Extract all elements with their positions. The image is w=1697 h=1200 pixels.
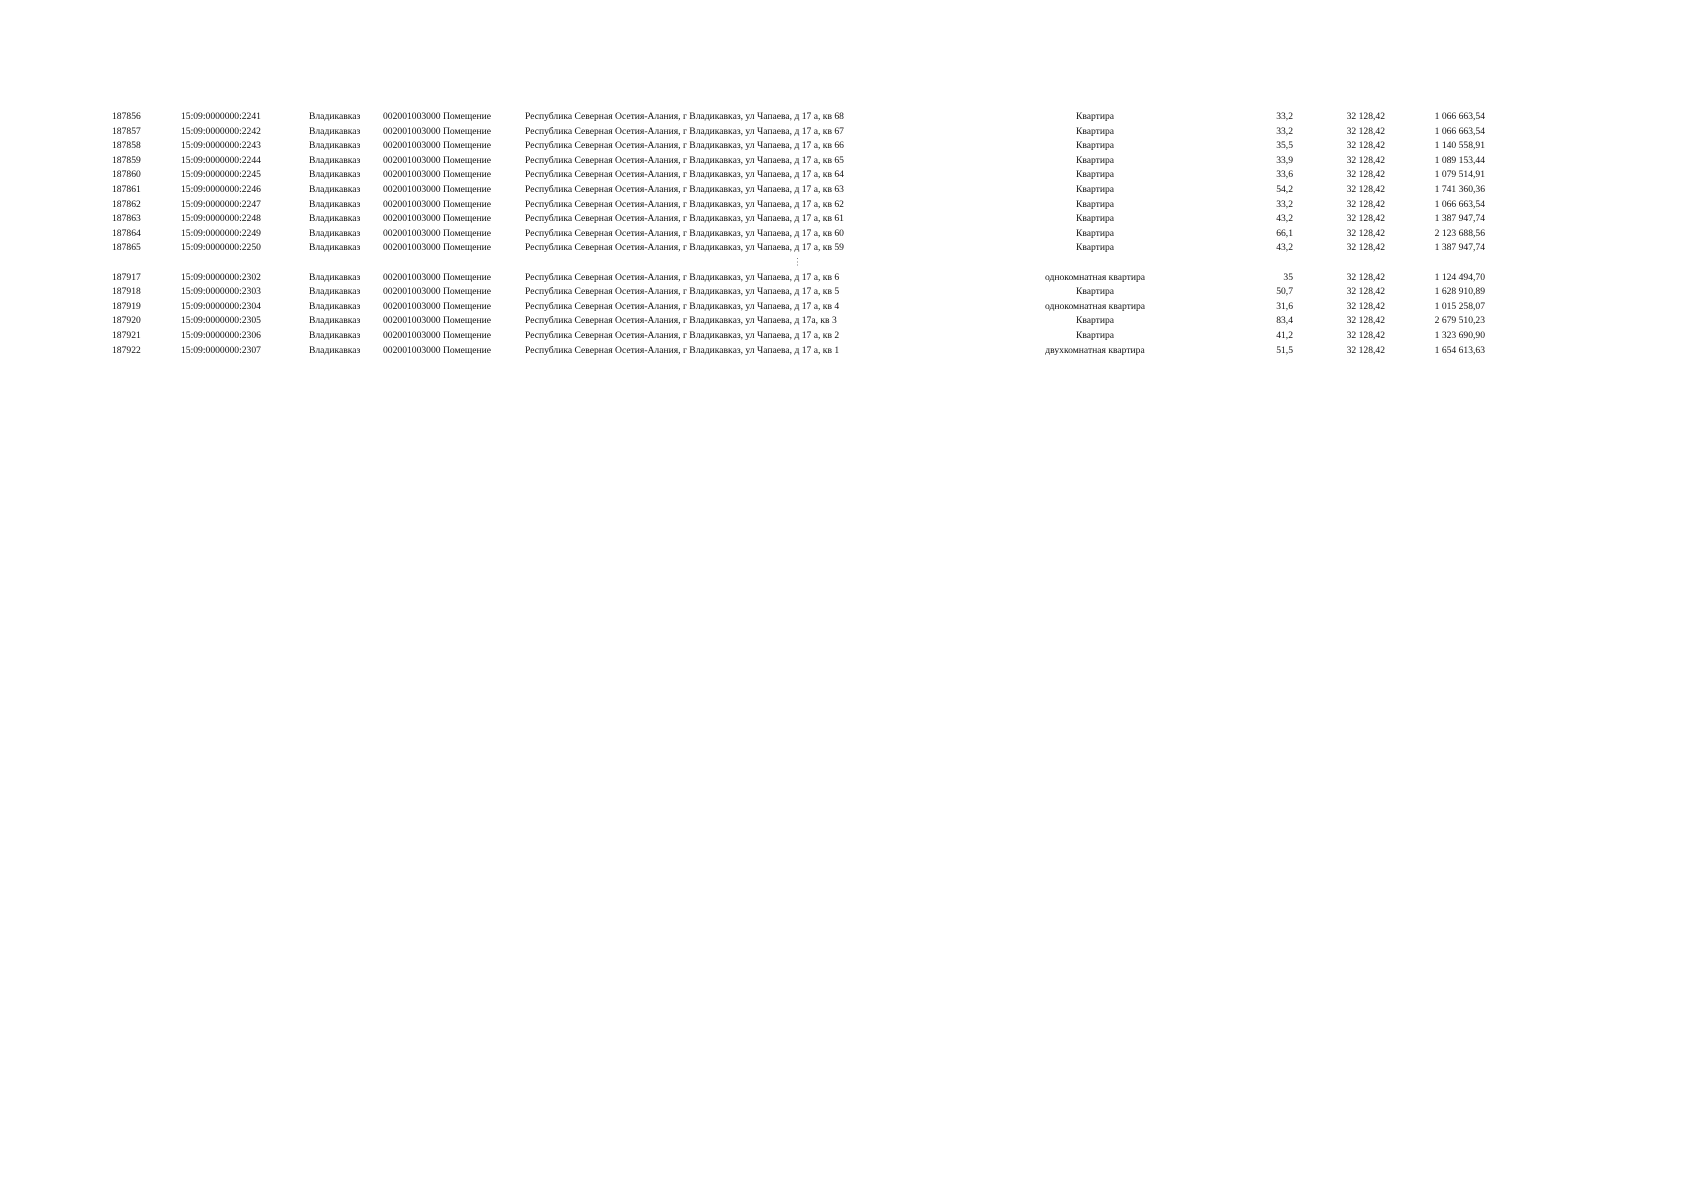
object-kind-cell: 002001003000 Помещение [383,140,492,152]
address-cell: Республика Северная Осетия-Алания, г Владикавказ, ул Чапаева, д 17 а, кв 65 [525,154,844,166]
area-cell: 33,6 [1276,169,1293,181]
area-cell: 35,5 [1276,140,1293,152]
area-cell: 33,2 [1276,198,1293,210]
table-row [112,344,1485,359]
city-cell: Владикавказ [309,125,361,137]
object-name-cell: Квартира [1075,286,1115,298]
specific-value-cell: 32 128,42 [1346,315,1385,327]
table-row [112,154,1485,169]
cadastral-number-cell: 15:09:0000000:2249 [181,227,261,239]
object-name-cell: Квартира [1075,315,1115,327]
object-kind-cell: 002001003000 Помещение [383,213,492,225]
object-kind-cell: 002001003000 Помещение [383,315,492,327]
specific-value-cell: 32 128,42 [1346,344,1385,356]
object-kind-cell: 002001003000 Помещение [383,227,492,239]
object-name-cell: однокомнатная квартира [1044,300,1146,312]
cadastral-number-cell: 15:09:0000000:2246 [181,183,261,195]
city-cell: Владикавказ [309,198,361,210]
row-id-cell: 187917 [112,271,141,283]
object-kind-cell: 002001003000 Помещение [383,111,492,122]
city-cell: Владикавказ [309,213,361,225]
cadastral-number-cell: 15:09:0000000:2304 [181,300,261,312]
table-row [112,198,1485,213]
address-cell: Республика Северная Осетия-Алания, г Владикавказ, ул Чапаева, д 17а, кв 3 [525,315,837,327]
address-cell: Республика Северная Осетия-Алания, г Владикавказ, ул Чапаева, д 17 а, кв 1 [525,344,840,356]
specific-value-cell: 32 128,42 [1346,154,1385,166]
specific-value-cell: 32 128,42 [1346,300,1385,312]
area-cell: 31,6 [1276,300,1293,312]
cadastral-value-cell: 1 079 514,91 [1434,169,1485,181]
object-name-cell: Квартира [1075,329,1115,341]
city-cell: Владикавказ [309,140,361,152]
table-row [112,329,1485,344]
area-cell: 51,5 [1276,344,1293,356]
address-cell: Республика Северная Осетия-Алания, г Владикавказ, ул Чапаева, д 17 а, кв 5 [525,286,840,298]
cadastral-value-cell: 2 123 688,56 [1434,227,1485,239]
object-name-cell: двухкомнатная квартира [1045,344,1145,356]
omitted-rows-marker: ⋮ [792,256,805,268]
row-id-cell: 187862 [112,198,141,210]
city-cell: Владикавказ [309,169,361,181]
city-cell: Владикавказ [309,227,361,239]
cadastral-value-cell: 1 323 690,90 [1434,329,1485,341]
table-row [112,314,1485,329]
cadastral-value-cell: 1 654 613,63 [1434,344,1485,356]
object-name-cell: Квартира [1075,198,1115,210]
area-cell: 50,7 [1276,286,1293,298]
object-name-cell: Квартира [1075,154,1115,166]
cadastral-value-cell: 1 066 663,54 [1434,125,1485,137]
city-cell: Владикавказ [309,111,361,122]
address-cell: Республика Северная Осетия-Алания, г Владикавказ, ул Чапаева, д 17 а, кв 66 [525,140,844,152]
object-name-cell: однокомнатная квартира [1044,271,1146,283]
table-row [112,168,1485,183]
row-id-cell: 187861 [112,183,141,195]
cadastral-number-cell: 15:09:0000000:2247 [181,198,261,210]
object-name-cell: Квартира [1075,125,1115,137]
row-id-cell: 187859 [112,154,141,166]
cadastral-number-cell: 15:09:0000000:2306 [181,329,261,341]
area-cell: 33,2 [1276,111,1293,122]
object-kind-cell: 002001003000 Помещение [383,286,492,298]
object-kind-cell: 002001003000 Помещение [383,154,492,166]
object-kind-cell: 002001003000 Помещение [383,198,492,210]
row-id-cell: 187921 [112,329,141,341]
area-cell: 66,1 [1276,227,1293,239]
cadastral-value-cell: 1 741 360,36 [1434,183,1485,195]
address-cell: Республика Северная Осетия-Алания, г Владикавказ, ул Чапаева, д 17 а, кв 68 [525,111,844,122]
row-id-cell: 187856 [112,111,141,122]
area-cell: 41,2 [1276,329,1293,341]
row-id-cell: 187858 [112,140,141,152]
cadastral-value-cell: 1 628 910,89 [1434,286,1485,298]
specific-value-cell: 32 128,42 [1346,286,1385,298]
object-kind-cell: 002001003000 Помещение [383,169,492,181]
cadastral-value-cell: 1 387 947,74 [1434,213,1485,225]
area-cell: 33,2 [1276,125,1293,137]
specific-value-cell: 32 128,42 [1346,125,1385,137]
object-name-cell: Квартира [1075,183,1115,195]
table-row [112,110,1485,125]
table-row [112,212,1485,227]
cadastral-number-cell: 15:09:0000000:2245 [181,169,261,181]
table-row [112,241,1485,256]
object-name-cell: Квартира [1075,242,1115,254]
object-kind-cell: 002001003000 Помещение [383,183,492,195]
city-cell: Владикавказ [309,154,361,166]
area-cell: 35 [1283,271,1293,283]
city-cell: Владикавказ [309,315,361,327]
row-id-cell: 187920 [112,315,141,327]
city-cell: Владикавказ [309,242,361,254]
specific-value-cell: 32 128,42 [1346,183,1385,195]
object-kind-cell: 002001003000 Помещение [383,271,492,283]
object-kind-cell: 002001003000 Помещение [383,300,492,312]
specific-value-cell: 32 128,42 [1346,271,1385,283]
city-cell: Владикавказ [309,271,361,283]
area-cell: 83,4 [1276,315,1293,327]
cadastral-value-cell: 1 066 663,54 [1434,111,1485,122]
address-cell: Республика Северная Осетия-Алания, г Владикавказ, ул Чапаева, д 17 а, кв 62 [525,198,844,210]
row-id-cell: 187922 [112,344,141,356]
row-id-cell: 187857 [112,125,141,137]
row-id-cell: 187918 [112,286,141,298]
cadastral-value-cell: 1 387 947,74 [1434,242,1485,254]
row-id-cell: 187860 [112,169,141,181]
address-cell: Республика Северная Осетия-Алания, г Владикавказ, ул Чапаева, д 17 а, кв 63 [525,183,844,195]
register-table [112,110,1485,358]
row-id-cell: 187865 [112,242,141,254]
address-cell: Республика Северная Осетия-Алания, г Владикавказ, ул Чапаева, д 17 а, кв 61 [525,213,844,225]
object-name-cell: Квартира [1075,213,1115,225]
register-rows-first [112,110,1485,256]
cadastral-number-cell: 15:09:0000000:2242 [181,125,261,137]
address-cell: Республика Северная Осетия-Алания, г Владикавказ, ул Чапаева, д 17 а, кв 64 [525,169,844,181]
city-cell: Владикавказ [309,329,361,341]
cadastral-value-cell: 1 066 663,54 [1434,198,1485,210]
area-cell: 43,2 [1276,242,1293,254]
specific-value-cell: 32 128,42 [1346,227,1385,239]
city-cell: Владикавказ [309,286,361,298]
area-cell: 54,2 [1276,183,1293,195]
object-name-cell: Квартира [1075,169,1115,181]
address-cell: Республика Северная Осетия-Алания, г Владикавказ, ул Чапаева, д 17 а, кв 2 [525,329,840,341]
area-cell: 43,2 [1276,213,1293,225]
register-omitted-section [112,256,1485,271]
city-cell: Владикавказ [309,300,361,312]
object-kind-cell: 002001003000 Помещение [383,329,492,341]
table-row [112,183,1485,198]
cadastral-number-cell: 15:09:0000000:2248 [181,213,261,225]
object-name-cell: Квартира [1075,111,1115,122]
address-cell: Республика Северная Осетия-Алания, г Владикавказ, ул Чапаева, д 17 а, кв 60 [525,227,844,239]
table-row [112,285,1485,300]
address-cell: Республика Северная Осетия-Алания, г Владикавказ, ул Чапаева, д 17 а, кв 4 [525,300,840,312]
object-name-cell: Квартира [1075,140,1115,152]
table-row [112,271,1485,286]
row-id-cell: 187863 [112,213,141,225]
address-cell: Республика Северная Осетия-Алания, г Владикавказ, ул Чапаева, д 17 а, кв 59 [525,242,844,254]
cadastral-number-cell: 15:09:0000000:2307 [181,344,261,356]
object-kind-cell: 002001003000 Помещение [383,125,492,137]
register-rows-last [112,271,1485,359]
cadastral-number-cell: 15:09:0000000:2243 [181,140,261,152]
table-row [112,227,1485,242]
object-kind-cell: 002001003000 Помещение [383,344,492,356]
table-row [112,125,1485,140]
address-cell: Республика Северная Осетия-Алания, г Владикавказ, ул Чапаева, д 17 а, кв 6 [525,271,840,283]
specific-value-cell: 32 128,42 [1346,242,1385,254]
specific-value-cell: 32 128,42 [1346,213,1385,225]
specific-value-cell: 32 128,42 [1346,169,1385,181]
cadastral-value-cell: 1 089 153,44 [1434,154,1485,166]
cadastral-number-cell: 15:09:0000000:2250 [181,242,261,254]
cadastral-value-cell: 2 679 510,23 [1434,315,1485,327]
cadastral-value-cell: 1 124 494,70 [1434,271,1485,283]
specific-value-cell: 32 128,42 [1346,329,1385,341]
object-kind-cell: 002001003000 Помещение [383,242,492,254]
object-name-cell: Квартира [1075,227,1115,239]
cadastral-number-cell: 15:09:0000000:2244 [181,154,261,166]
area-cell: 33,9 [1276,154,1293,166]
table-row [112,300,1485,315]
row-id-cell: 187864 [112,227,141,239]
cadastral-number-cell: 15:09:0000000:2303 [181,286,261,298]
city-cell: Владикавказ [309,183,361,195]
cadastral-value-cell: 1 140 558,91 [1434,140,1485,152]
cadastral-value-cell: 1 015 258,07 [1434,300,1485,312]
cadastral-number-cell: 15:09:0000000:2305 [181,315,261,327]
register-sheet [112,110,1485,358]
cadastral-number-cell: 15:09:0000000:2302 [181,271,261,283]
address-cell: Республика Северная Осетия-Алания, г Владикавказ, ул Чапаева, д 17 а, кв 67 [525,125,844,137]
specific-value-cell: 32 128,42 [1346,111,1385,122]
specific-value-cell: 32 128,42 [1346,140,1385,152]
specific-value-cell: 32 128,42 [1346,198,1385,210]
row-id-cell: 187919 [112,300,141,312]
cadastral-number-cell: 15:09:0000000:2241 [181,111,261,122]
city-cell: Владикавказ [309,344,361,356]
table-row [112,139,1485,154]
